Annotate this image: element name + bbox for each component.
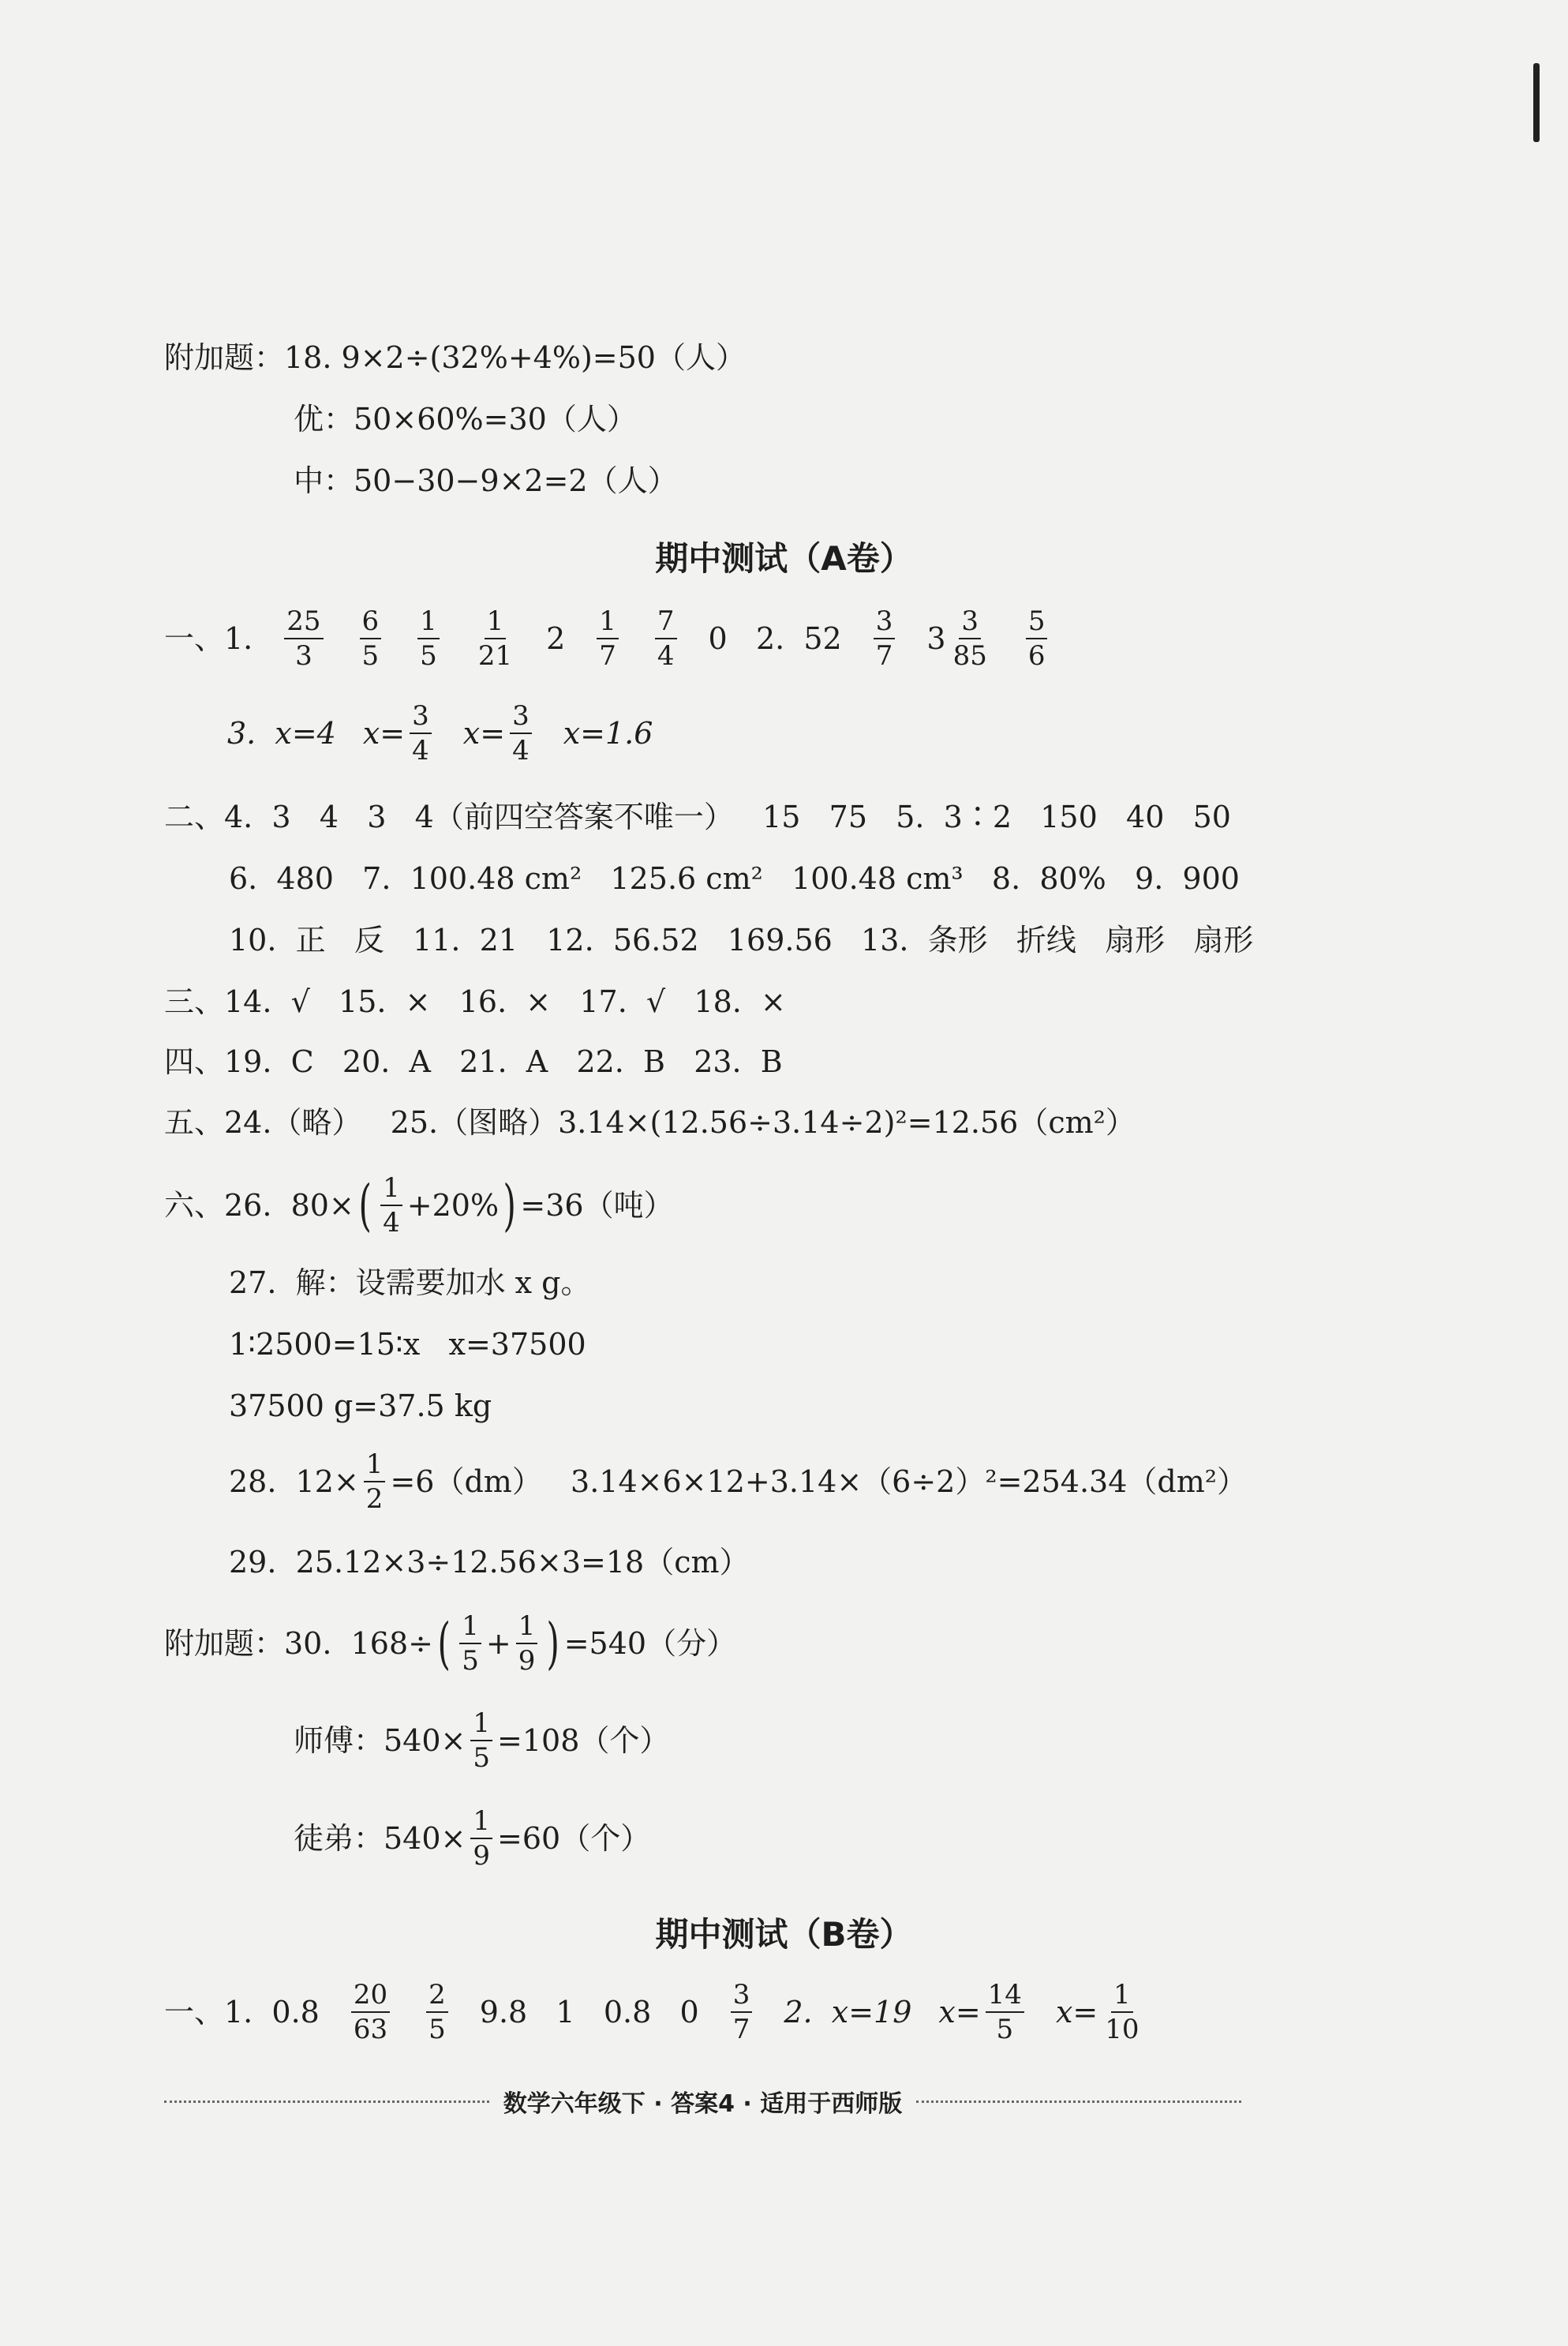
footer-text: 数学六年级下 · 答案4 · 适用于西师版 [503, 2090, 903, 2118]
a-l12-text: 37500 g=37.5 kg [229, 1388, 492, 1423]
a-l3-text: 二、4. 3 4 3 4（前四空答案不唯一） 15 75 5. 3∶2 150 40 50 [164, 800, 1231, 834]
b-l1-x2: x= [938, 1995, 981, 2029]
bonus-zhong-text: 中：50−30−9×2=2（人） [294, 463, 678, 498]
a-l10-text: 27. 解：设需要加水 x g。 [229, 1265, 591, 1300]
fraction: $\frac{1}{2}$ [364, 1451, 386, 1512]
a-line-10 [229, 1265, 591, 1300]
fraction: $\frac{14}{5}$ [986, 1981, 1024, 2043]
fraction: $\frac{7}{4}$ [655, 608, 677, 669]
a-line-16 [294, 1707, 670, 1774]
fraction: $\frac{1}{4}$ [380, 1175, 402, 1236]
b-l1-mid: 9.8 1 0.8 0 [479, 1995, 699, 2029]
right-paren: ) [503, 1173, 516, 1238]
fraction: $\frac{1}{7}$ [597, 608, 619, 669]
a-line-17 [294, 1805, 651, 1872]
a-line-11 [229, 1327, 586, 1362]
fraction: $\frac{1}{5}$ [470, 1710, 492, 1771]
a-l1-after: 0 2. 52 [708, 621, 842, 656]
a-l17-end: =60（个） [497, 1821, 651, 1856]
bonus-18-line [164, 340, 746, 375]
a-line-1 [164, 605, 1052, 672]
a-l13-prefix: 28. 12× [229, 1464, 359, 1499]
fraction: $\frac{6}{5}$ [360, 608, 382, 669]
a-l16-prefix: 师傅：540× [294, 1723, 466, 1758]
a-line-8 [164, 1105, 1136, 1140]
a-l2-x: x= [362, 716, 406, 751]
a-l2-x2: x= [462, 716, 506, 751]
b-l1-x3: x= [1055, 1995, 1098, 2029]
fraction: $\frac{1}{5}$ [459, 1613, 481, 1674]
a-l1-prefix: 一、1. [164, 621, 253, 656]
fraction: $\frac{1}{21}$ [477, 605, 513, 672]
fraction: $\frac{1}{10}$ [1105, 1979, 1140, 2045]
a-l15-end: =540（分） [563, 1626, 737, 1661]
a-l8-text: 五、24.（略） 25.（图略）3.14×(12.56÷3.14÷2)²=12.56（cm²） [164, 1105, 1136, 1140]
fraction: $\frac{1}{9}$ [470, 1808, 492, 1869]
bonus-zhong-line [294, 463, 678, 498]
footer-divider-right [916, 2101, 1241, 2103]
a-l11-text: 1∶2500=15∶x x=37500 [229, 1327, 586, 1362]
fraction: $\frac{1}{5}$ [417, 608, 440, 669]
a-line-9 [164, 1172, 674, 1239]
a-l9-prefix: 六、26. 80× [164, 1188, 354, 1223]
a-line-12 [229, 1388, 492, 1423]
fraction: $\frac{2}{5}$ [426, 1981, 448, 2043]
a-line-15 [164, 1610, 737, 1677]
left-paren: ( [358, 1173, 372, 1238]
b-line-1 [164, 1981, 1146, 2043]
a-l7-text: 四、19. C 20. A 21. A 22. B 23. B [164, 1044, 783, 1079]
a-l6-text: 三、14. √ 15. × 16. × 17. √ 18. × [164, 984, 786, 1019]
a-l2-end: x=1.6 [563, 716, 653, 751]
a-l17-prefix: 徒弟：540× [294, 1821, 466, 1856]
a-l15-plus: + [485, 1626, 511, 1661]
a-l13-end: =6（dm） 3.14×6×12+3.14×（6÷2）²=254.34（dm²） [390, 1464, 1247, 1499]
fraction: $\frac{3}{85}$ [952, 605, 987, 672]
fraction: $\frac{3}{7}$ [874, 608, 896, 669]
a-l15-prefix: 附加题：30. 168÷ [164, 1626, 433, 1661]
section-a-title: 期中测试（A卷） [655, 539, 913, 578]
a-l2-prefix: 3. x=4 [227, 716, 336, 751]
fraction: $\frac{25}{3}$ [284, 608, 323, 669]
a-line-2 [227, 700, 653, 766]
right-paren: ) [546, 1611, 560, 1676]
b-l1-mid2: 2. x=19 [784, 1995, 912, 2029]
fraction: $\frac{20}{63}$ [351, 1981, 390, 2043]
a-l1-mid: 2 [546, 621, 566, 656]
a-l16-end: =108（个） [497, 1723, 670, 1758]
left-paren: ( [437, 1611, 451, 1676]
a-line-5 [229, 923, 1254, 958]
a-line-7 [164, 1044, 783, 1079]
fraction: $\frac{1}{9}$ [516, 1613, 538, 1674]
section-b-title: 期中测试（B卷） [655, 1915, 913, 1954]
a-l5-text: 10. 正 反 11. 21 12. 56.52 169.56 13. 条形 折线 扇形 扇形 [229, 923, 1254, 958]
footer-divider-left [164, 2101, 489, 2103]
bonus-you-text: 优：50×60%=30（人） [294, 402, 637, 437]
a-line-4 [229, 861, 1240, 896]
fraction: $\frac{5}{6}$ [1026, 608, 1048, 669]
fraction: $\frac{3}{4}$ [510, 703, 532, 764]
binding-mark [1533, 63, 1540, 142]
a-l14-text: 29. 25.12×3÷12.56×3=18（cm） [229, 1545, 750, 1580]
fraction: $\frac{3}{4}$ [410, 703, 432, 764]
bonus-18-text: 附加题：18. 9×2÷(32%+4%)=50（人） [164, 340, 746, 375]
fraction: $\frac{3}{7}$ [731, 1981, 753, 2043]
a-line-3 [164, 802, 1231, 832]
a-line-14 [229, 1545, 750, 1580]
a-l4-text: 6. 480 7. 100.48 cm² 125.6 cm² 100.48 cm³ 8. 80% 9. 900 [229, 861, 1240, 896]
a-l1-whole: 3 [926, 621, 946, 656]
a-line-6 [164, 984, 786, 1019]
page-footer [164, 2084, 1241, 2119]
a-l9-end: =36（吨） [520, 1188, 674, 1223]
a-l9-mid: +20% [406, 1188, 500, 1223]
a-line-13 [229, 1448, 1247, 1515]
b-l1-prefix: 一、1. 0.8 [164, 1995, 320, 2029]
bonus-you-line [294, 402, 637, 437]
